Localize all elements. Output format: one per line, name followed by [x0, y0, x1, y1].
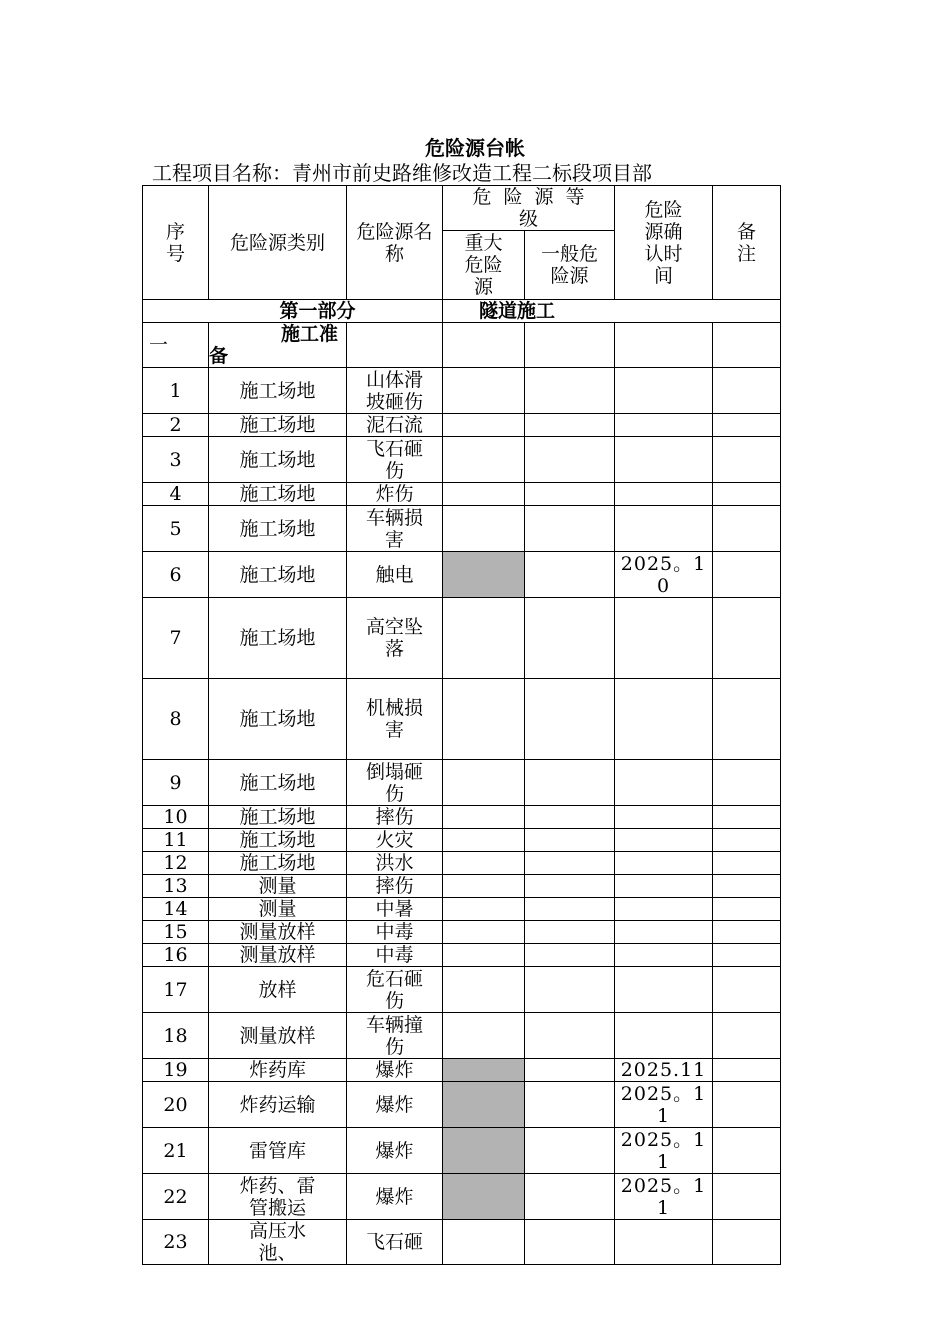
- row-general-level: [525, 679, 615, 760]
- row-category: [209, 852, 347, 875]
- row-category-text: 施工场地: [239, 708, 316, 730]
- row-seq-text: 1: [169, 379, 182, 402]
- row-category: [209, 598, 347, 679]
- row-confirm-time: [615, 944, 713, 967]
- row-category: [209, 679, 347, 760]
- row-hazard-name: [347, 437, 443, 483]
- row-remark: [713, 852, 781, 875]
- row-seq-text: 19: [163, 1059, 188, 1081]
- row-category-text: 炸药运输: [239, 1093, 316, 1116]
- row-hazard-name-text: 泥石流: [365, 414, 423, 436]
- row-confirm-time-text: 2025。11: [620, 1174, 707, 1219]
- row-category-text: 测量放样: [239, 944, 316, 966]
- row-remark: [713, 1082, 781, 1128]
- row-remark: [713, 875, 781, 898]
- row-hazard-name-text: 危石砸伤: [365, 967, 423, 1012]
- row-confirm-time: [615, 437, 713, 483]
- row-general-level: [525, 483, 615, 506]
- table-row: [143, 1174, 781, 1220]
- table-row: [143, 898, 781, 921]
- row-hazard-name-text: 中毒: [375, 921, 414, 943]
- row-confirm-time: [615, 598, 713, 679]
- row-seq: [143, 921, 209, 944]
- row-general-level: [525, 598, 615, 679]
- row-category: [209, 829, 347, 852]
- row-remark: [713, 414, 781, 437]
- row-category: [209, 898, 347, 921]
- row-hazard-name: [347, 598, 443, 679]
- row-category: [209, 806, 347, 829]
- table-row: [143, 760, 781, 806]
- row-hazard-name: [347, 829, 443, 852]
- row-hazard-name: [347, 967, 443, 1013]
- row-general-level: [525, 852, 615, 875]
- hazard-ledger-table: [142, 185, 781, 1265]
- row-major-level: [443, 1220, 525, 1265]
- row-hazard-name: [347, 483, 443, 506]
- row-confirm-time-text: 2025.11: [620, 1059, 707, 1081]
- row-hazard-name: [347, 1013, 443, 1059]
- row-remark: [713, 368, 781, 414]
- row-category-text: 雷管库: [248, 1139, 306, 1162]
- row-category: [209, 414, 347, 437]
- table-row: [143, 437, 781, 483]
- row-remark: [713, 944, 781, 967]
- row-category-text: 施工场地: [239, 448, 316, 471]
- row-hazard-name: [347, 1059, 443, 1082]
- row-remark: [713, 483, 781, 506]
- row-confirm-time: [615, 506, 713, 552]
- row-confirm-time: [615, 679, 713, 760]
- header-name: 危险源名称: [347, 186, 443, 300]
- row-seq-text: 12: [163, 852, 188, 874]
- row-major-level: [443, 829, 525, 852]
- row-seq-text: 6: [169, 563, 182, 586]
- table-row: [143, 875, 781, 898]
- table-row: [143, 679, 781, 760]
- table-row: [143, 921, 781, 944]
- row-seq-text: 11: [163, 829, 188, 851]
- row-confirm-time: [615, 1082, 713, 1128]
- row-general-level: [525, 1220, 615, 1265]
- row-category-text: 测量: [258, 898, 297, 920]
- row-hazard-name-text: 车辆撞伤: [365, 1013, 423, 1058]
- row-category-text: 施工场地: [239, 517, 316, 540]
- row-seq: [143, 760, 209, 806]
- row-confirm-time: [615, 875, 713, 898]
- row-major-level: [443, 1082, 525, 1128]
- row-remark: [713, 921, 781, 944]
- row-seq-text: 21: [163, 1139, 188, 1162]
- row-hazard-name: [347, 368, 443, 414]
- row-seq-text: 7: [169, 627, 182, 649]
- row-remark: [713, 506, 781, 552]
- row-remark: [713, 1128, 781, 1174]
- row-general-level: [525, 1128, 615, 1174]
- row-seq: [143, 967, 209, 1013]
- row-seq: [143, 368, 209, 414]
- row-category: [209, 875, 347, 898]
- row-seq-text: 20: [163, 1093, 188, 1116]
- row-seq-text: 16: [163, 944, 188, 966]
- row-remark: [713, 829, 781, 852]
- header-general: 一般危险源: [525, 231, 615, 300]
- row-confirm-time: [615, 552, 713, 598]
- row-hazard-name: [347, 1220, 443, 1265]
- row-remark: [713, 967, 781, 1013]
- row-seq: [143, 806, 209, 829]
- row-remark: [713, 898, 781, 921]
- row-hazard-name: [347, 852, 443, 875]
- row-major-level: [443, 1013, 525, 1059]
- row-remark: [713, 1220, 781, 1265]
- row-category-text: 施工场地: [239, 771, 316, 794]
- row-seq: [143, 679, 209, 760]
- row-major-level: [443, 760, 525, 806]
- row-category-text: 施工场地: [239, 627, 316, 649]
- row-confirm-time: [615, 1128, 713, 1174]
- row-seq-text: 22: [163, 1185, 188, 1208]
- section-num: 一: [143, 323, 209, 368]
- row-hazard-name: [347, 1082, 443, 1128]
- row-category: [209, 967, 347, 1013]
- row-major-level: [443, 852, 525, 875]
- table-row: [143, 1128, 781, 1174]
- row-category-text: 测量放样: [239, 921, 316, 943]
- row-category-text: 施工场地: [239, 852, 316, 874]
- row-general-level: [525, 1059, 615, 1082]
- row-category: [209, 437, 347, 483]
- row-hazard-name-text: 火灾: [375, 829, 414, 851]
- row-general-level: [525, 898, 615, 921]
- header-remark: 备注: [713, 186, 781, 300]
- row-major-level: [443, 898, 525, 921]
- row-category-text: 炸药库: [248, 1059, 306, 1081]
- row-hazard-name-text: 飞石砸伤: [365, 437, 423, 482]
- row-hazard-name-text: 高空坠落: [365, 616, 423, 660]
- row-seq: [143, 829, 209, 852]
- row-hazard-name-text: 中暑: [375, 898, 414, 920]
- section-row: [143, 323, 781, 368]
- row-major-level: [443, 483, 525, 506]
- row-seq-text: 15: [163, 921, 188, 943]
- row-seq: [143, 1174, 209, 1220]
- row-confirm-time: [615, 760, 713, 806]
- row-seq: [143, 552, 209, 598]
- row-hazard-name-text: 中毒: [375, 944, 414, 966]
- row-major-level: [443, 1059, 525, 1082]
- row-major-level: [443, 967, 525, 1013]
- row-hazard-name-text: 山体滑坡砸伤: [365, 368, 423, 413]
- row-hazard-name-text: 摔伤: [375, 806, 414, 828]
- header-confirm-time: 危险源确认时间: [615, 186, 713, 300]
- row-general-level: [525, 506, 615, 552]
- row-major-level: [443, 921, 525, 944]
- row-hazard-name-text: 爆炸: [375, 1059, 414, 1081]
- row-category: [209, 483, 347, 506]
- row-major-level: [443, 598, 525, 679]
- row-general-level: [525, 921, 615, 944]
- row-category: [209, 944, 347, 967]
- row-confirm-time: [615, 898, 713, 921]
- row-major-level: [443, 506, 525, 552]
- row-general-level: [525, 829, 615, 852]
- row-general-level: [525, 875, 615, 898]
- row-category-text: 施工场地: [239, 414, 316, 436]
- row-category-text: 施工场地: [239, 806, 316, 828]
- row-hazard-name-text: 爆炸: [375, 1093, 414, 1116]
- row-seq: [143, 898, 209, 921]
- row-confirm-time: [615, 1220, 713, 1265]
- row-seq-text: 9: [169, 771, 182, 794]
- row-general-level: [525, 552, 615, 598]
- row-seq: [143, 437, 209, 483]
- row-confirm-time: [615, 1059, 713, 1082]
- row-hazard-name: [347, 1174, 443, 1220]
- header-level: 危险源等级: [443, 186, 615, 231]
- row-hazard-name-text: 炸伤: [375, 483, 414, 505]
- row-category: [209, 552, 347, 598]
- table-row: [143, 414, 781, 437]
- row-general-level: [525, 1174, 615, 1220]
- row-category: [209, 760, 347, 806]
- row-seq: [143, 1082, 209, 1128]
- table-row: [143, 552, 781, 598]
- row-confirm-time-text: 2025。11: [620, 1082, 707, 1127]
- header-major: 重大危险源: [443, 231, 525, 300]
- row-hazard-name-text: 车辆损害: [365, 506, 423, 551]
- row-general-level: [525, 806, 615, 829]
- row-major-level: [443, 1128, 525, 1174]
- row-remark: [713, 552, 781, 598]
- row-general-level: [525, 944, 615, 967]
- row-seq-text: 4: [169, 483, 182, 505]
- row-seq-text: 13: [163, 875, 188, 897]
- row-seq: [143, 598, 209, 679]
- row-category-text: 测量: [258, 875, 297, 897]
- row-category: [209, 1174, 347, 1220]
- table-row: [143, 967, 781, 1013]
- row-category-text: 测量放样: [239, 1024, 316, 1047]
- table-row: [143, 1059, 781, 1082]
- row-seq-text: 18: [163, 1024, 188, 1047]
- part-label: 第一部分: [143, 300, 443, 323]
- row-seq: [143, 414, 209, 437]
- row-general-level: [525, 414, 615, 437]
- table-row: [143, 1082, 781, 1128]
- row-hazard-name: [347, 760, 443, 806]
- row-category-text: 施工场地: [239, 829, 316, 851]
- row-category-text: 高压水池、: [248, 1220, 306, 1264]
- row-general-level: [525, 1013, 615, 1059]
- row-major-level: [443, 806, 525, 829]
- row-major-level: [443, 679, 525, 760]
- row-category-text: 放样: [258, 978, 297, 1001]
- row-general-level: [525, 967, 615, 1013]
- row-confirm-time: [615, 1174, 713, 1220]
- row-hazard-name: [347, 875, 443, 898]
- row-confirm-time: [615, 1013, 713, 1059]
- row-seq: [143, 1128, 209, 1174]
- row-category-text: 炸药、雷管搬运: [239, 1174, 316, 1219]
- row-remark: [713, 1013, 781, 1059]
- row-category-text: 施工场地: [239, 563, 316, 586]
- row-category: [209, 368, 347, 414]
- project-name-line: 工程项目名称：青州市前史路维修改造工程二标段项目部: [152, 161, 652, 185]
- row-hazard-name: [347, 921, 443, 944]
- part-row: [143, 300, 781, 323]
- row-hazard-name: [347, 806, 443, 829]
- row-hazard-name: [347, 552, 443, 598]
- row-seq-text: 17: [163, 978, 188, 1001]
- row-category-text: 施工场地: [239, 379, 316, 402]
- row-seq: [143, 852, 209, 875]
- header-row-1: [143, 186, 781, 231]
- row-confirm-time-text: 2025。10: [620, 552, 707, 597]
- header-seq: 序号: [143, 186, 209, 300]
- row-seq-text: 2: [169, 414, 182, 436]
- row-category-text: 施工场地: [239, 483, 316, 505]
- row-major-level: [443, 437, 525, 483]
- row-major-level: [443, 368, 525, 414]
- row-confirm-time: [615, 921, 713, 944]
- row-remark: [713, 437, 781, 483]
- row-seq-text: 3: [169, 448, 182, 471]
- row-confirm-time: [615, 852, 713, 875]
- row-category: [209, 1059, 347, 1082]
- row-seq: [143, 483, 209, 506]
- row-category: [209, 1128, 347, 1174]
- row-remark: [713, 760, 781, 806]
- row-confirm-time: [615, 414, 713, 437]
- table-row: [143, 944, 781, 967]
- row-general-level: [525, 437, 615, 483]
- row-general-level: [525, 760, 615, 806]
- table-row: [143, 368, 781, 414]
- row-general-level: [525, 368, 615, 414]
- row-hazard-name: [347, 1128, 443, 1174]
- row-hazard-name-text: 洪水: [375, 852, 414, 874]
- row-seq-text: 14: [163, 898, 188, 920]
- row-remark: [713, 1059, 781, 1082]
- row-hazard-name: [347, 898, 443, 921]
- row-hazard-name: [347, 506, 443, 552]
- row-major-level: [443, 944, 525, 967]
- row-seq-text: 10: [163, 806, 188, 828]
- row-hazard-name-text: 飞石砸: [365, 1231, 423, 1253]
- row-confirm-time-text: 2025。11: [620, 1128, 707, 1173]
- part-name: 隧道施工: [443, 300, 781, 323]
- row-seq-text: 23: [163, 1231, 188, 1253]
- row-category: [209, 1220, 347, 1265]
- table-row: [143, 806, 781, 829]
- row-hazard-name-text: 爆炸: [375, 1185, 414, 1208]
- table-row: [143, 483, 781, 506]
- row-hazard-name-text: 爆炸: [375, 1139, 414, 1162]
- row-major-level: [443, 1174, 525, 1220]
- row-remark: [713, 598, 781, 679]
- row-general-level: [525, 1082, 615, 1128]
- table-row: [143, 852, 781, 875]
- row-category: [209, 921, 347, 944]
- table-row: [143, 829, 781, 852]
- row-hazard-name-text: 触电: [375, 563, 414, 586]
- row-remark: [713, 679, 781, 760]
- row-seq-text: 8: [169, 708, 182, 730]
- row-major-level: [443, 414, 525, 437]
- row-category: [209, 1082, 347, 1128]
- row-confirm-time: [615, 829, 713, 852]
- row-major-level: [443, 875, 525, 898]
- row-remark: [713, 1174, 781, 1220]
- row-confirm-time: [615, 967, 713, 1013]
- row-category: [209, 506, 347, 552]
- row-hazard-name: [347, 944, 443, 967]
- row-confirm-time: [615, 806, 713, 829]
- table-row: [143, 506, 781, 552]
- table-row: [143, 1013, 781, 1059]
- row-remark: [713, 806, 781, 829]
- row-category: [209, 1013, 347, 1059]
- row-seq: [143, 1220, 209, 1265]
- row-seq: [143, 1013, 209, 1059]
- table-row: [143, 1220, 781, 1265]
- row-major-level: [443, 552, 525, 598]
- row-hazard-name: [347, 679, 443, 760]
- row-seq: [143, 944, 209, 967]
- document-title: 危险源台帐: [425, 136, 525, 160]
- row-seq: [143, 875, 209, 898]
- row-seq: [143, 506, 209, 552]
- row-confirm-time: [615, 368, 713, 414]
- row-hazard-name-text: 摔伤: [375, 875, 414, 897]
- row-hazard-name-text: 机械损害: [365, 697, 423, 741]
- row-confirm-time: [615, 483, 713, 506]
- table-row: [143, 598, 781, 679]
- row-seq-text: 5: [169, 517, 182, 540]
- row-seq: [143, 1059, 209, 1082]
- section-name: 施工准备: [209, 323, 347, 368]
- row-hazard-name: [347, 414, 443, 437]
- header-category: 危险源类别: [209, 186, 347, 300]
- row-hazard-name-text: 倒塌砸伤: [365, 760, 423, 805]
